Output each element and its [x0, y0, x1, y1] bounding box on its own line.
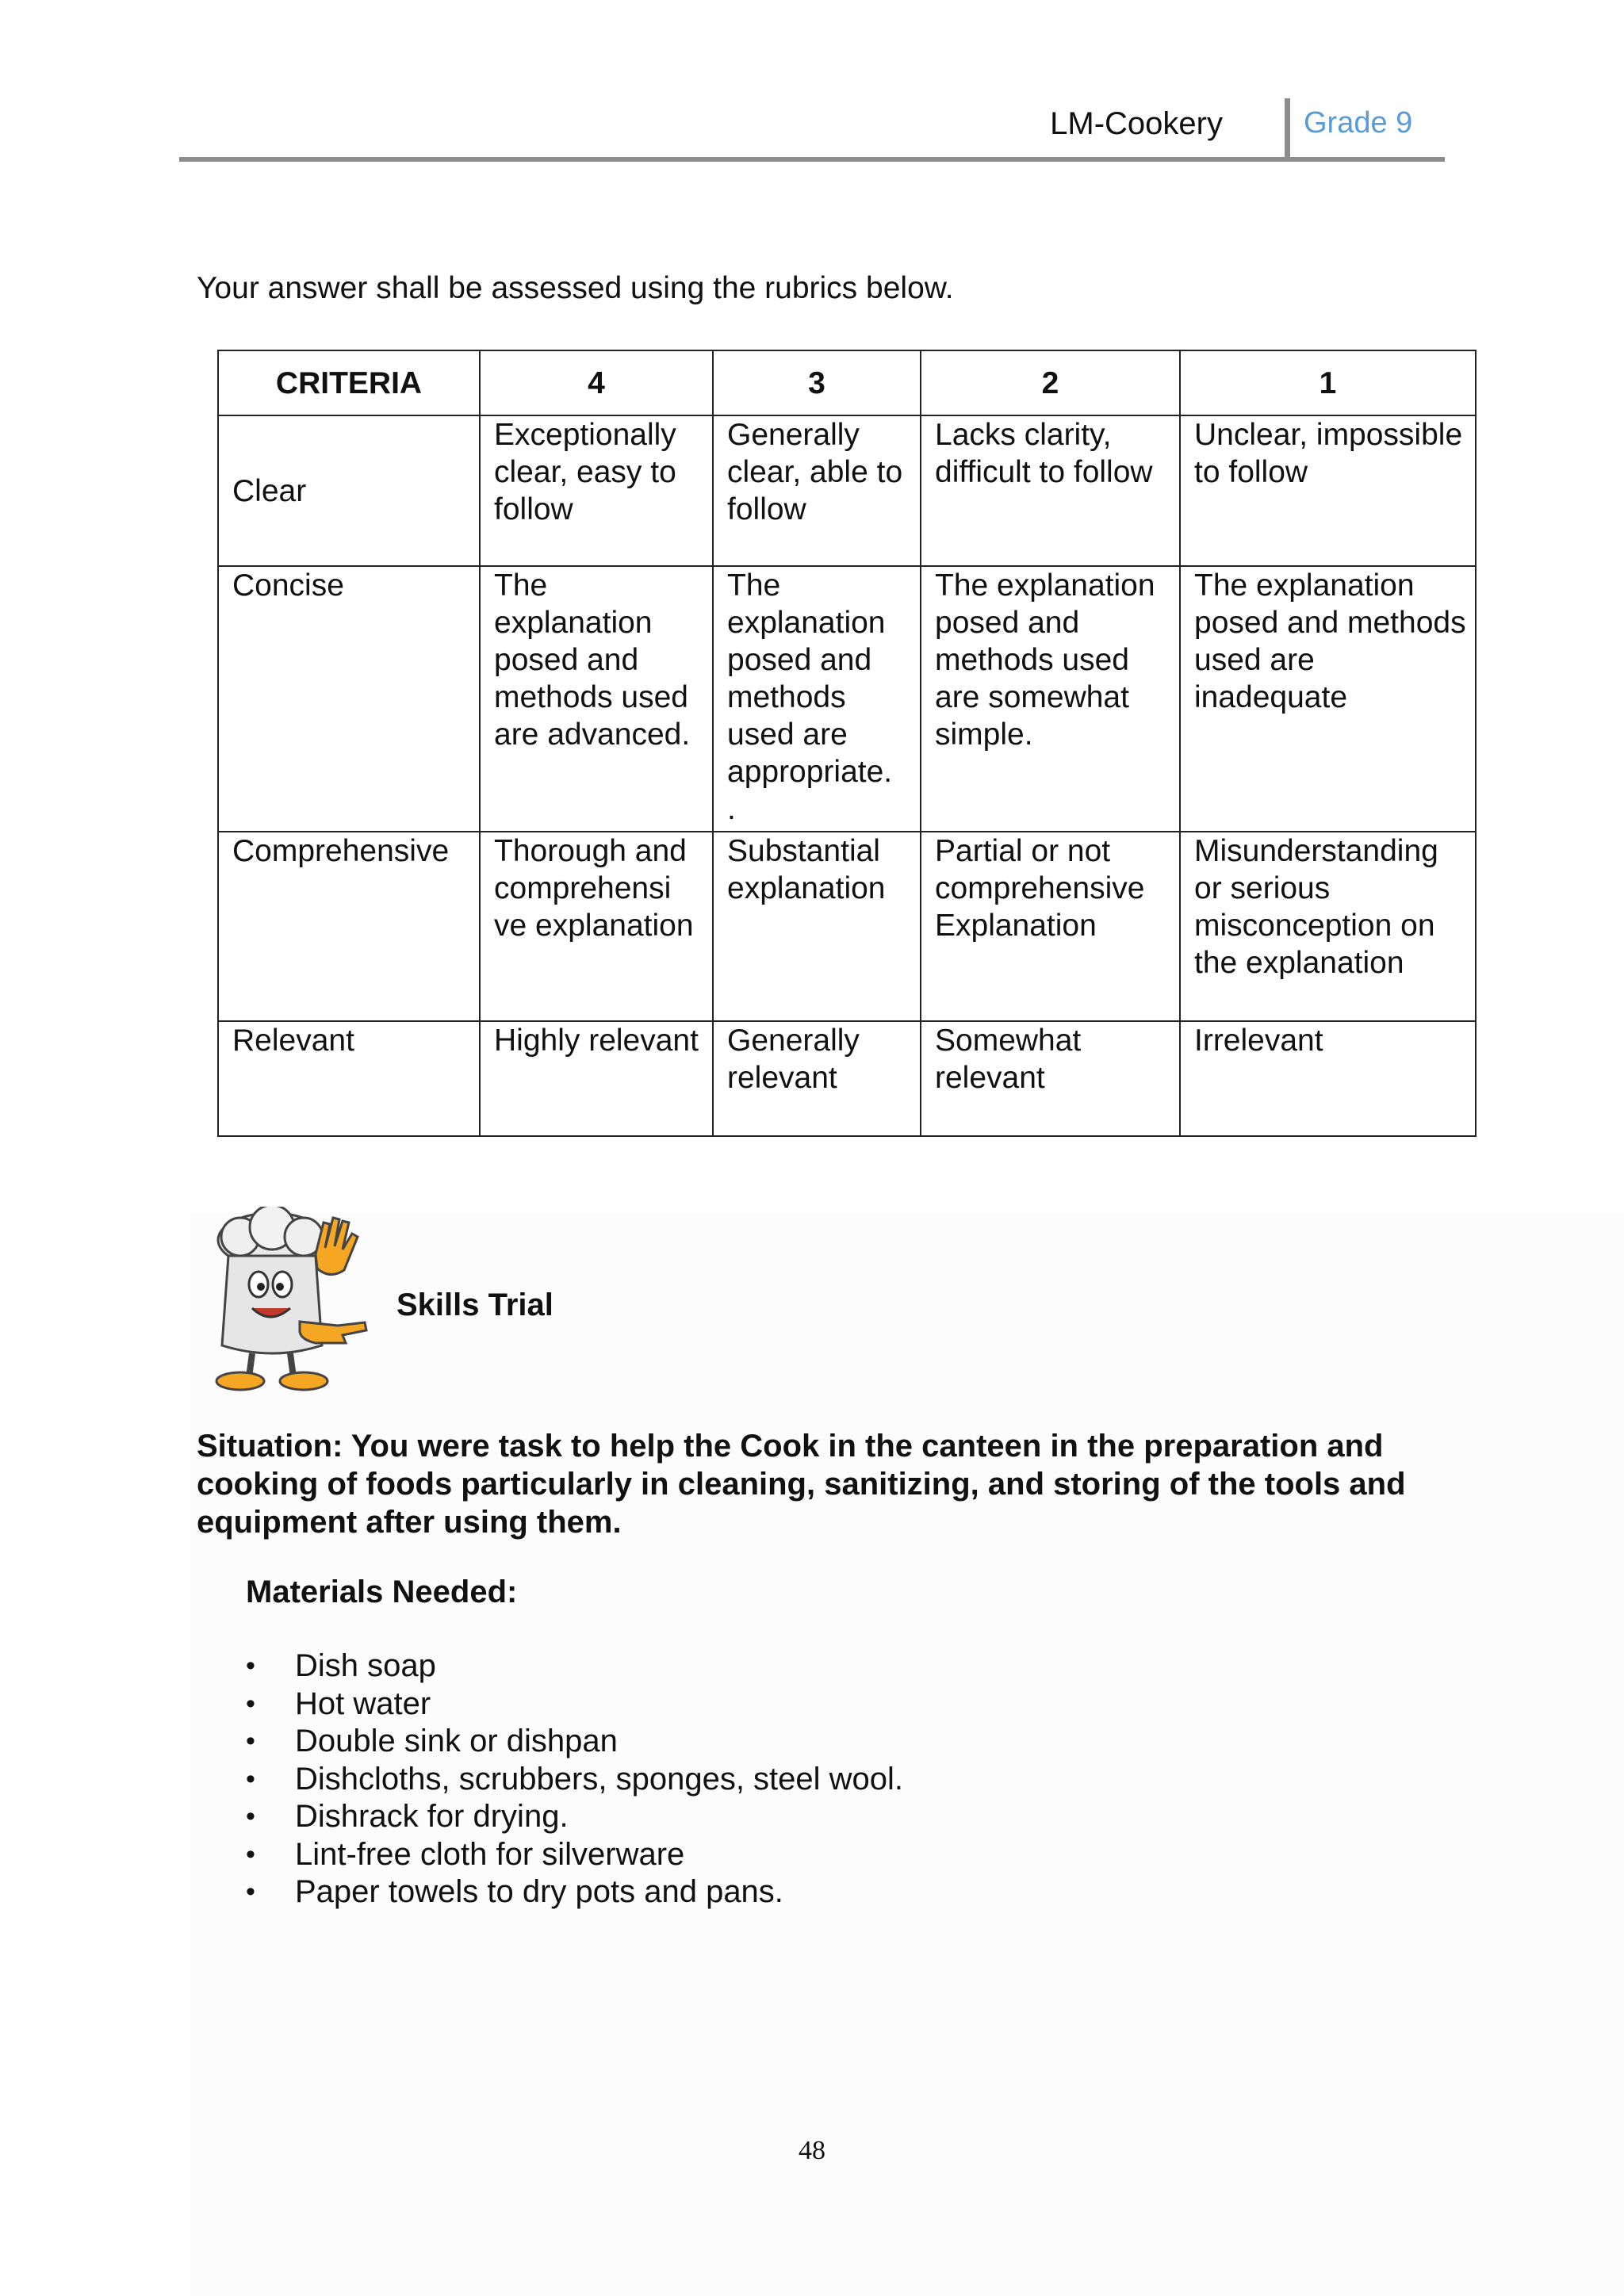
rubric-cell: Somewhat relevant — [921, 1021, 1180, 1136]
rubric-cell: Generally clear, able to follow — [713, 415, 921, 566]
rubric-row — [218, 1021, 1476, 1136]
rubric-cell: The explanation posed and methods used are inadequate — [1180, 566, 1476, 832]
header-divider — [1285, 98, 1290, 162]
header-subject: LM-Cookery — [1050, 106, 1223, 141]
materials-title: Materials Needed: — [246, 1575, 518, 1609]
rubric-header-cell: 3 — [713, 350, 921, 415]
rubric-row — [218, 832, 1476, 1021]
list-item: • Hot water — [246, 1686, 903, 1724]
header-grade: Grade 9 — [1304, 106, 1413, 140]
rubric-cell: Irrelevant — [1180, 1021, 1476, 1136]
situation-text: Situation: You were task to help the Cook in the canteen in the preparation and cooking of foods particularly in cleaning, sanitizing, and storing of the tools and equipment after using them. — [197, 1429, 1406, 1540]
rubric-criteria-cell: Clear — [218, 415, 480, 566]
rubric-cell: The explanation posed and methods used are advanced. — [480, 566, 713, 832]
skills-trial-title: Skills Trial — [396, 1288, 553, 1322]
rubric-cell: Lacks clarity, difficult to follow — [921, 415, 1180, 566]
rubric-cell: Highly relevant — [480, 1021, 713, 1136]
rubric-header-cell: CRITERIA — [218, 350, 480, 415]
list-item: • Lint-free cloth for silverware — [246, 1836, 903, 1874]
rubric-criteria-cell: Relevant — [218, 1021, 480, 1136]
rubric-cell: Thorough and comprehensi ve explanation — [480, 832, 713, 1021]
list-item: • Double sink or dishpan — [246, 1723, 903, 1761]
list-item: • Dishrack for drying. — [246, 1798, 903, 1836]
chef-mascot-icon — [197, 1207, 371, 1393]
rubric-cell: Exceptionally clear, easy to follow — [480, 415, 713, 566]
list-item: • Dish soap — [246, 1647, 903, 1686]
rubric-cell: Partial or not comprehensive Explanation — [921, 832, 1180, 1021]
page-number: 48 — [799, 2136, 825, 2165]
rubric-cell: Misunderstanding or serious misconception on the explanation — [1180, 832, 1476, 1021]
rubric-criteria-cell: Concise — [218, 566, 480, 832]
rubric-header-cell: 1 — [1180, 350, 1476, 415]
rubric-row — [218, 415, 1476, 566]
list-item: • Paper towels to dry pots and pans. — [246, 1873, 903, 1911]
rubric-header-row — [218, 350, 1476, 415]
rubric-cell: The explanation posed and methods used are somewhat simple. — [921, 566, 1180, 832]
rubric-criteria-cell: Comprehensive — [218, 832, 480, 1021]
rubric-header-cell: 4 — [480, 350, 713, 415]
materials-list — [246, 1647, 903, 1911]
rubric-cell: Unclear, impossible to follow — [1180, 415, 1476, 566]
header-rule — [179, 157, 1445, 162]
rubric-row — [218, 566, 1476, 832]
rubric-cell: Substantial explanation — [713, 832, 921, 1021]
page-header — [179, 94, 1445, 162]
rubric-cell: The explanation posed and methods used are appropriate. . — [713, 566, 921, 832]
rubric-header-cell: 2 — [921, 350, 1180, 415]
rubric-table — [217, 350, 1477, 1137]
list-item: • Dishcloths, scrubbers, sponges, steel wool. — [246, 1761, 903, 1799]
rubric-cell: Generally relevant — [713, 1021, 921, 1136]
intro-text: Your answer shall be assessed using the rubrics below. — [197, 271, 954, 305]
